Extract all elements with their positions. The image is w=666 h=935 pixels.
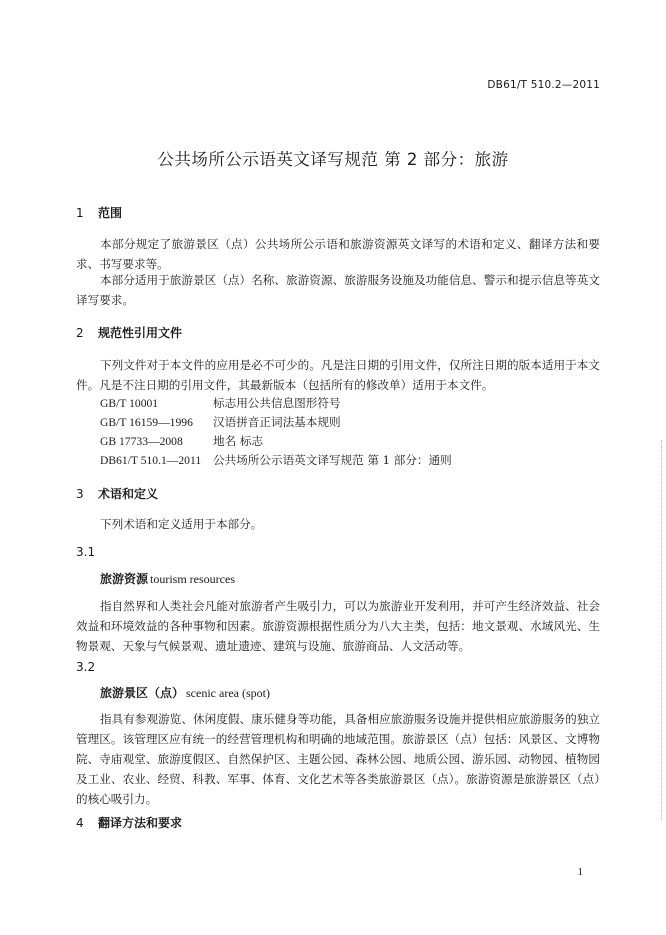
term-scenic-area [100,684,270,701]
reference-code: GB/T 16159—1996 [100,416,193,429]
reference-name: 公共场所公示语英文译写规范 第 1 部分：通则 [213,453,452,467]
term-english: tourism resources [150,572,235,586]
section-1-heading [76,204,122,221]
term-chinese: 旅游景区（点） [100,686,185,700]
section-3-paragraph-1: 下列术语和定义适用于本部分。 [100,517,263,531]
section-title: 术语和定义 [98,487,159,501]
term-chinese: 旅游资源 [100,572,149,586]
reference-name: 地名 标志 [213,434,264,448]
scan-edge-divider [660,440,662,820]
page-number: 1 [577,866,583,878]
term-tourism-resources [100,570,235,587]
section-1-paragraph-2: 本部分适用于旅游景区（点）名称、旅游资源、旅游服务设施及功能信息、警示和提示信息等英文译写要求。 [76,273,600,307]
section-number: 1 [76,206,84,220]
reference-row [100,450,452,471]
reference-row [100,393,341,414]
reference-name: 汉语拼音正词法基本规则 [213,415,341,429]
clause-3-1-number: 3.1 [76,545,96,559]
section-3-heading [76,485,158,502]
section-1-paragraph-1: 本部分规定了旅游景区（点）公共场所公示语和旅游资源英文译写的术语和定义、翻译方法和要求、书写要求等。 [76,237,600,271]
section-number: 3 [76,487,84,501]
document-title: 公共场所公示语英文译写规范 第 2 部分：旅游 [157,150,509,169]
section-number: 4 [76,816,84,830]
section-number: 2 [76,326,84,340]
section-title: 规范性引用文件 [98,326,183,340]
term-english: scenic area (spot) [186,686,270,700]
document-code: DB61/T 510.2—2011 [487,79,600,91]
reference-name: 标志用公共信息图形符号 [213,396,341,410]
reference-code: DB61/T 510.1—2011 [100,454,202,467]
term-3-1-definition: 指自然界和人类社会凡能对旅游者产生吸引力，可以为旅游业开发利用，并可产生经济效益、社会效益和环境效益的各种事物和因素。旅游资源根据性质分为八大主类，包括：地文景观、水域风光、生物景观、天象与气候景观、遗址遗迹、建筑与设施、旅游商品、人文活动等。 [76,599,600,653]
section-2-heading [76,324,182,341]
reference-code: GB 17733—2008 [100,435,183,448]
reference-code: GB/T 10001 [100,397,159,410]
section-2-paragraph-1: 下列文件对于本文件的应用是必不可少的。凡是注日期的引用文件，仅所注日期的版本适用于本文件。凡是不注日期的引用文件，其最新版本（包括所有的修改单）适用于本文件。 [76,358,600,392]
reference-row [100,431,263,452]
term-3-2-definition: 指具有参观游览、休闲度假、康乐健身等功能，具备相应旅游服务设施并提供相应旅游服务的独立管理区。该管理区应有统一的经营管理机构和明确的地域范围。旅游景区（点）包括：风景区、文博物院、寺庙观堂、旅游度假区、自然保护区、主题公园、森林公园、地质公园、游乐园、动物园、植物园及工业、农业、经贸、科教、军事、体育、文化艺术等各类旅游景区（点）。旅游资源是旅游景区（点）的核心吸引力。 [76,712,600,806]
section-title: 翻译方法和要求 [98,816,183,830]
section-4-heading [76,814,182,831]
clause-3-2-number: 3.2 [76,660,96,674]
section-title: 范围 [98,206,123,220]
reference-row [100,412,341,433]
